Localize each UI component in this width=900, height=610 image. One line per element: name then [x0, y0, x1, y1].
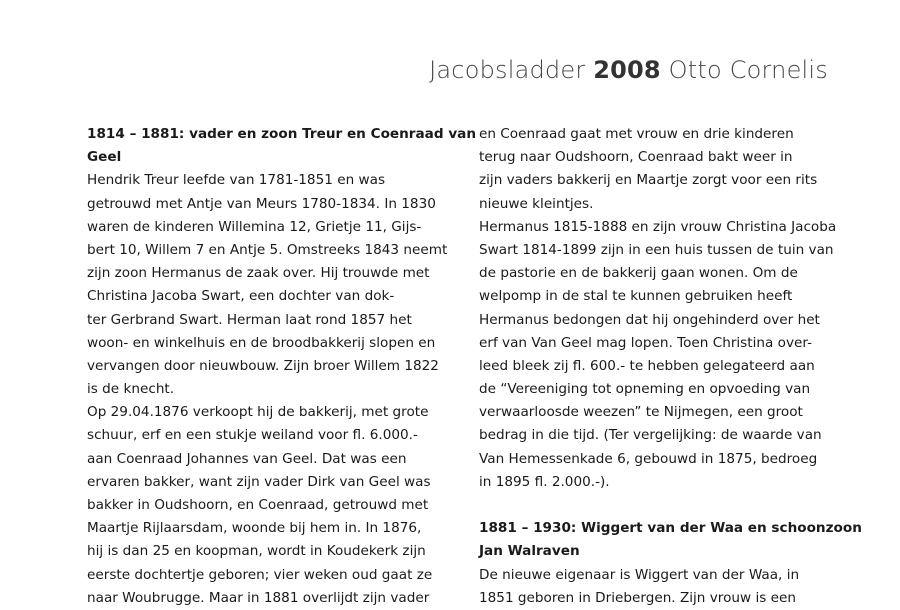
header-title-prefix: Jacobsladder: [429, 56, 594, 84]
text-line: de “Vereeniging tot opneming en opvoeding van: [479, 381, 811, 398]
text-line: Van Hemessenkade 6, gebouwd in 1875, bedroeg: [479, 450, 818, 467]
text-line: Christina Jacoba Swart, een dochter van dok-: [87, 288, 395, 305]
text-line: de pastorie en de bakkerij gaan wonen. Om de: [479, 265, 798, 282]
text-line: bedrag in die tijd. (Ter vergelijking: de waarde van: [479, 427, 822, 444]
text-line: eerste dochtertje geboren; vier weken oud gaat ze: [87, 566, 433, 583]
text-line: in 1895 fl. 2.000.-).: [479, 473, 610, 490]
section-heading-line: 1814 – 1881: vader en zoon Treur en Coenraad van: [87, 126, 477, 142]
text-line: Hermanus 1815-1888 en zijn vrouw Christina Jacoba: [479, 218, 837, 235]
text-line: [479, 494, 862, 517]
section-heading-line: 1881 – 1930: Wiggert van der Waa en schoonzoon: [479, 520, 862, 537]
text-line: waren de kinderen Willemina 12, Grietje 11, Gijs-: [87, 218, 422, 235]
text-line: zijn zoon Hermanus de zaak over. Hij trouwde met: [87, 265, 430, 282]
text-line: nieuwe kleintjes.: [479, 195, 594, 212]
text-line: verwaarloosde weezen” te Nijmegen, een groot: [479, 404, 803, 421]
text-line: 1851 geboren in Driebergen. Zijn vrouw is een: [479, 589, 796, 606]
text-line: ter Gerbrand Swart. Herman laat rond 1857 het: [87, 311, 412, 328]
header-author: Otto Cornelis: [660, 56, 828, 84]
text-line: leed bleek zij fl. 600.- te hebben gelegateerd aan: [479, 357, 815, 374]
text-line: Op 29.04.1876 verkoopt hij de bakkerij, met grote: [87, 404, 429, 421]
text-line: bakker in Oudshoorn, en Coenraad, getrouwd met: [87, 497, 429, 513]
text-line: zijn vaders bakkerij en Maartje zorgt voor een rits: [479, 172, 818, 189]
text-line: is de knecht.: [87, 381, 175, 398]
text-line: terug naar Oudshoorn, Coenraad bakt weer in: [479, 149, 793, 166]
text-line: Maartje Rijlaarsdam, woonde bij hem in. In 1876,: [87, 520, 422, 537]
text-line: De nieuwe eigenaar is Wiggert van der Waa, in: [479, 566, 800, 583]
text-line: vervangen door nieuwbouw. Zijn broer Willem 1822: [87, 357, 439, 374]
text-line: Hendrik Treur leefde van 1781-1851 en was: [87, 172, 386, 189]
text-line: bert 10, Willem 7 en Antje 5. Omstreeks 1843 neemt: [87, 241, 448, 258]
text-line: getrouwd met Antje van Meurs 1780-1834. In 1830: [87, 195, 436, 212]
text-line: hij is dan 25 en koopman, wordt in Koudekerk zijn: [87, 543, 426, 560]
text-line: woon- en winkelhuis en de broodbakkerij slopen en: [87, 334, 436, 351]
page-header: [429, 56, 828, 84]
text-line: ervaren bakker, want zijn vader Dirk van Geel was: [87, 473, 431, 490]
text-line: aan Coenraad Johannes van Geel. Dat was een: [87, 450, 407, 467]
section-heading-line: Jan Walraven: [479, 543, 580, 560]
text-line: Swart 1814-1899 zijn in een huis tussen de tuin van: [479, 241, 834, 258]
text-line: Hermanus bedongen dat hij ongehinderd over het: [479, 311, 820, 328]
section-heading-line: Geel: [87, 149, 122, 166]
text-line: naar Woubrugge. Maar in 1881 overlijdt zijn vader: [87, 589, 430, 606]
text-line: welpomp in de stal te kunnen gebruiken heeft: [479, 288, 793, 305]
text-line: schuur, erf en een stukje weiland voor fl. 6.000.-: [87, 427, 418, 444]
right-text-column: [479, 123, 862, 610]
left-text-column: [87, 123, 476, 610]
header-year: 2008: [593, 56, 661, 84]
text-line: en Coenraad gaat met vrouw en drie kinderen: [479, 126, 794, 142]
text-line: erf van Van Geel mag lopen. Toen Christina over-: [479, 334, 812, 351]
